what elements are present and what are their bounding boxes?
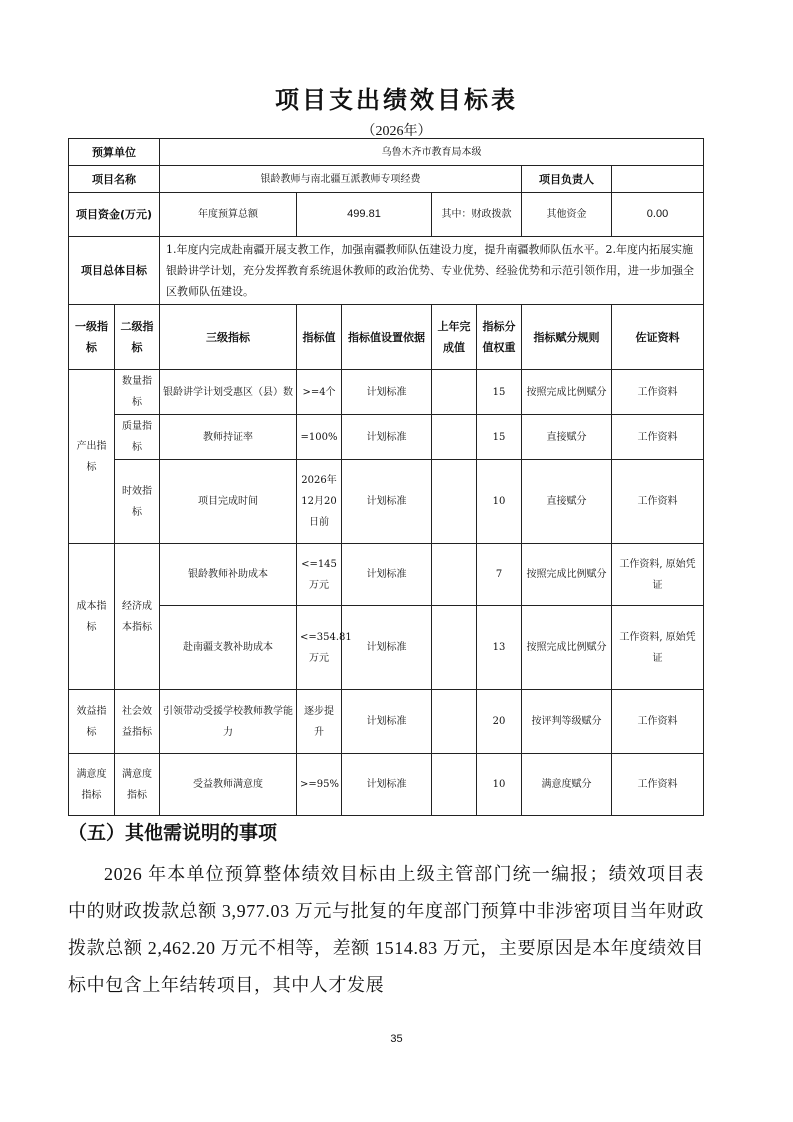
last-cell <box>432 606 477 690</box>
performance-table <box>68 138 704 816</box>
l2-cell: 数量指标 <box>115 370 160 415</box>
l2-cell: 社会效益指标 <box>115 690 160 754</box>
last-cell <box>432 690 477 754</box>
group-benefit: 效益指标 <box>69 690 115 754</box>
other-funds-label: 其他资金 <box>522 193 612 237</box>
basis-cell: 计划标准 <box>342 606 432 690</box>
evidence-cell: 工作资料 <box>612 370 704 415</box>
project-leader-label: 项目负责人 <box>522 166 612 193</box>
page-number: 35 <box>390 1033 403 1045</box>
funds-label: 项目资金(万元) <box>69 193 160 237</box>
header-cell: 佐证资料 <box>612 305 704 370</box>
weight-cell: 7 <box>477 544 522 606</box>
budget-unit-row <box>69 139 704 166</box>
table-row <box>69 690 704 754</box>
weight-cell: 13 <box>477 606 522 690</box>
goal-row <box>69 237 704 305</box>
evidence-cell: 工作资料 <box>612 754 704 816</box>
annual-total-value: 499.81 <box>297 193 432 237</box>
evidence-cell: 工作资料 <box>612 690 704 754</box>
header-cell: 三级指标 <box>160 305 297 370</box>
body-paragraph: 2026 年本单位预算整体绩效目标由上级主管部门统一编报；绩效项目表中的财政拨款总额 3,977.03 万元与批复的年度部门预算中非涉密项目当年财政拨款总额 2,462.20 万元不相等，差额 1514.83 万元，主要原因是本年度绩效目标中包含上年结转项目，其中人才发展 <box>68 864 704 995</box>
basis-cell: 计划标准 <box>342 544 432 606</box>
goal-value: 1.年度内完成赴南疆开展支教工作，加强南疆教师队伍建设力度，提升南疆教师队伍水平。2.年度内拓展实施银龄讲学计划，充分发挥教育系统退休教师的政治优势、专业优势、经验优势和示范引领作用，进一步加强全区教师队伍建设。 <box>160 237 704 305</box>
last-cell <box>432 460 477 544</box>
fiscal-label: 其中：财政拨款 <box>432 193 522 237</box>
value-cell: 2026年12月20日前 <box>297 460 342 544</box>
header-cell: 二级指标 <box>115 305 160 370</box>
l3-cell: 受益教师满意度 <box>160 754 297 816</box>
table-row <box>69 460 704 544</box>
annual-total-label: 年度预算总额 <box>160 193 297 237</box>
rule-cell: 满意度赋分 <box>522 754 612 816</box>
weight-cell: 10 <box>477 460 522 544</box>
weight-cell: 15 <box>477 415 522 460</box>
value-cell: <=354.81万元 <box>297 606 342 690</box>
rule-cell: 按照完成比例赋分 <box>522 606 612 690</box>
weight-cell: 20 <box>477 690 522 754</box>
project-leader-value <box>612 166 704 193</box>
rule-cell: 按评判等级赋分 <box>522 690 612 754</box>
l2-cell: 经济成本指标 <box>115 544 160 690</box>
l2-cell: 时效指标 <box>115 460 160 544</box>
value-cell: 逐步提升 <box>297 690 342 754</box>
budget-unit-value: 乌鲁木齐市教育局本级 <box>160 139 704 166</box>
basis-cell: 计划标准 <box>342 460 432 544</box>
l3-cell: 银龄教师补助成本 <box>160 544 297 606</box>
group-satisfaction: 满意度指标 <box>69 754 115 816</box>
l3-cell: 银龄讲学计划受惠区（县）数 <box>160 370 297 415</box>
evidence-cell: 工作资料 <box>612 460 704 544</box>
project-name-value: 银龄教师与南北疆互派教师专项经费 <box>160 166 522 193</box>
header-cell: 指标分值权重 <box>477 305 522 370</box>
header-cell: 指标赋分规则 <box>522 305 612 370</box>
l3-cell: 项目完成时间 <box>160 460 297 544</box>
goal-label: 项目总体目标 <box>69 237 160 305</box>
basis-cell: 计划标准 <box>342 690 432 754</box>
page-title: 项目支出绩效目标表 <box>275 86 518 114</box>
last-cell <box>432 754 477 816</box>
header-cell: 指标值 <box>297 305 342 370</box>
value-cell: <=145万元 <box>297 544 342 606</box>
l2-cell: 满意度指标 <box>115 754 160 816</box>
project-name-label: 项目名称 <box>69 166 160 193</box>
table-row <box>69 606 704 690</box>
other-funds-value: 0.00 <box>612 193 704 237</box>
rule-cell: 直接赋分 <box>522 460 612 544</box>
value-cell: >=95% <box>297 754 342 816</box>
year-subtitle: （2026年） <box>361 124 432 139</box>
rule-cell: 按照完成比例赋分 <box>522 370 612 415</box>
budget-unit-label: 预算单位 <box>69 139 160 166</box>
project-name-row <box>69 166 704 193</box>
group-cost: 成本指标 <box>69 544 115 690</box>
rule-cell: 直接赋分 <box>522 415 612 460</box>
group-output: 产出指标 <box>69 370 115 544</box>
last-cell <box>432 415 477 460</box>
last-cell <box>432 370 477 415</box>
value-cell: =100% <box>297 415 342 460</box>
header-cell: 一级指标 <box>69 305 115 370</box>
evidence-cell: 工作资料 <box>612 415 704 460</box>
table-row <box>69 754 704 816</box>
evidence-cell: 工作资料, 原始凭证 <box>612 544 704 606</box>
funds-row <box>69 193 704 237</box>
header-cell: 指标值设置依据 <box>342 305 432 370</box>
l3-cell: 赴南疆支教补助成本 <box>160 606 297 690</box>
basis-cell: 计划标准 <box>342 754 432 816</box>
table-row <box>69 544 704 606</box>
header-cell: 上年完成值 <box>432 305 477 370</box>
header-row <box>69 305 704 370</box>
table-row <box>69 415 704 460</box>
weight-cell: 15 <box>477 370 522 415</box>
weight-cell: 10 <box>477 754 522 816</box>
rule-cell: 按照完成比例赋分 <box>522 544 612 606</box>
last-cell <box>432 544 477 606</box>
basis-cell: 计划标准 <box>342 415 432 460</box>
value-cell: >=4个 <box>297 370 342 415</box>
table-row <box>69 370 704 415</box>
basis-cell: 计划标准 <box>342 370 432 415</box>
evidence-cell: 工作资料, 原始凭证 <box>612 606 704 690</box>
l3-cell: 教师持证率 <box>160 415 297 460</box>
l3-cell: 引领带动受援学校教师教学能力 <box>160 690 297 754</box>
section-title: （五）其他需说明的事项 <box>68 822 278 844</box>
l2-cell: 质量指标 <box>115 415 160 460</box>
